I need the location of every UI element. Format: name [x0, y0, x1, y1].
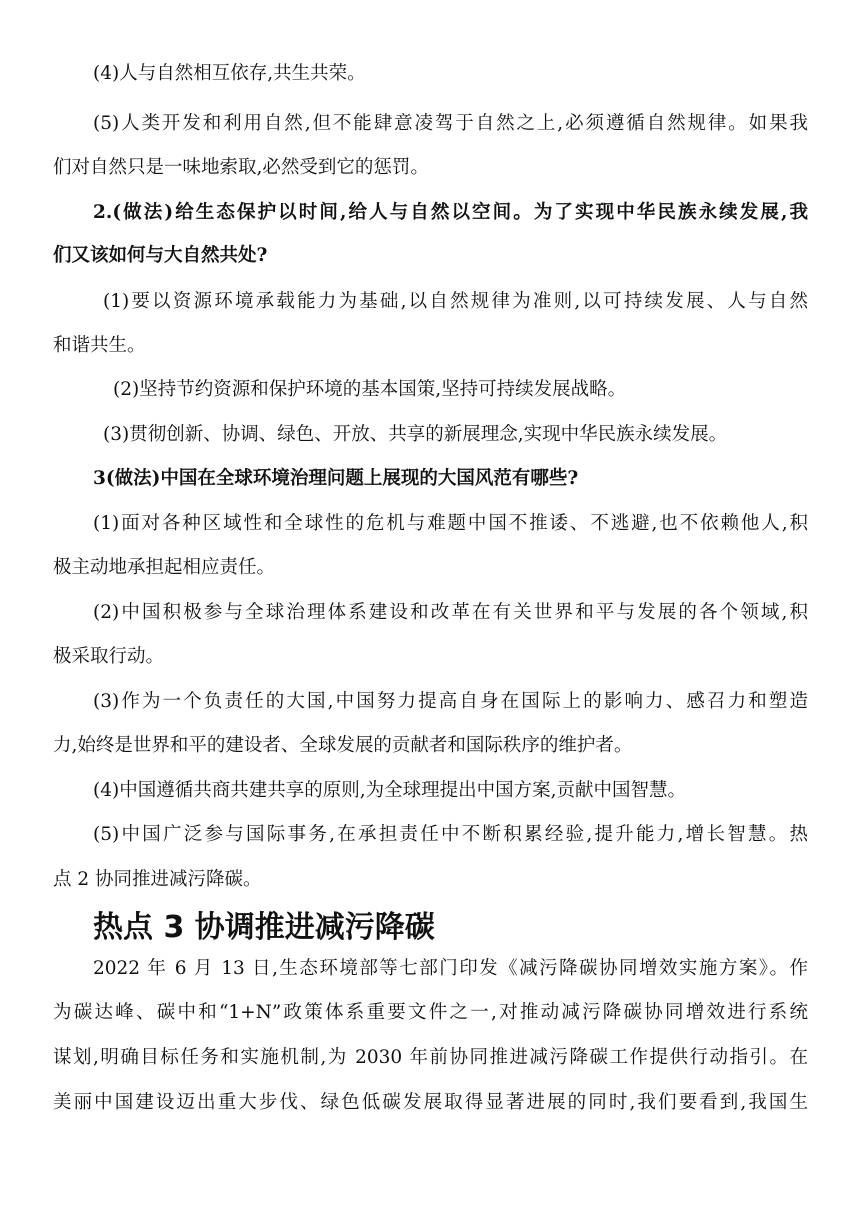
body-paragraph-line-3: 谋划,明确目标任务和实施机制,为 2030 年前协同推进减污降碳工作提供行动指引。在: [53, 1047, 808, 1068]
answer-2-1-line-2: 和谐共生。: [53, 335, 146, 356]
answer-2-3: (3)贯彻创新、协调、绿色、开放、共享的新展理念,实现中华民族永续发展。: [103, 424, 728, 445]
answer-3-1-line-2: 极主动地承担起相应责任。: [53, 557, 276, 578]
paragraph-item-4: (4)人与自然相互依存,共生共荣。: [93, 63, 366, 84]
question-3: 3(做法)中国在全球环境治理问题上展现的大国风范有哪些?: [93, 468, 579, 489]
body-paragraph-line-4: 美丽中国建设迈出重大步伐、绿色低碳发展取得显著进展的同时,我们要看到,我国生: [53, 1092, 808, 1113]
answer-3-5-line-1: (5)中国广泛参与国际事务,在承担责任中不断积累经验,提升能力,增长智慧。热: [93, 824, 808, 845]
section-heading: 热点 3 协调推进减污降碳: [93, 910, 435, 945]
answer-2-2: (2)坚持节约资源和保护环境的基本国策,坚持可持续发展战略。: [113, 379, 627, 400]
question-2-line-1: 2.(做法)给生态保护以时间,给人与自然以空间。为了实现中华民族永续发展,我: [93, 202, 808, 223]
answer-2-1-line-1: (1)要以资源环境承载能力为基础,以自然规律为准则,以可持续发展、人与自然: [103, 291, 808, 312]
answer-3-5-line-2: 点 2 协同推进减污降碳。: [53, 869, 262, 890]
body-paragraph-line-1: 2022 年 6 月 13 日,生态环境部等七部门印发《减污降碳协同增效实施方案》。作: [93, 958, 808, 979]
answer-3-3-line-2: 力,始终是世界和平的建设者、全球发展的贡献者和国际秩序的维护者。: [53, 735, 633, 756]
answer-3-2-line-1: (2)中国积极参与全球治理体系建设和改革在有关世界和平与发展的各个领域,积: [93, 602, 808, 623]
answer-3-3-line-1: (3)作为一个负责任的大国,中国努力提高自身在国际上的影响力、感召力和塑造: [93, 691, 808, 712]
paragraph-item-5-line-1: (5)人类开发和利用自然,但不能肆意凌驾于自然之上,必须遵循自然规律。如果我: [93, 113, 808, 134]
body-paragraph-line-2: 为碳达峰、碳中和“1+N”政策体系重要文件之一,对推动减污降碳协同增效进行系统: [53, 1002, 808, 1023]
question-2-line-2: 们又该如何与大自然共处?: [53, 245, 268, 266]
answer-3-4: (4)中国遵循共商共建共享的原则,为全球理提出中国方案,贡献中国智慧。: [93, 780, 686, 801]
answer-3-2-line-2: 极采取行动。: [53, 646, 165, 667]
answer-3-1-line-1: (1)面对各种区域性和全球性的危机与难题中国不推诿、不逃避,也不依赖他人,积: [93, 513, 808, 534]
paragraph-item-5-line-2: 们对自然只是一味地索取,必然受到它的惩罚。: [53, 157, 429, 178]
